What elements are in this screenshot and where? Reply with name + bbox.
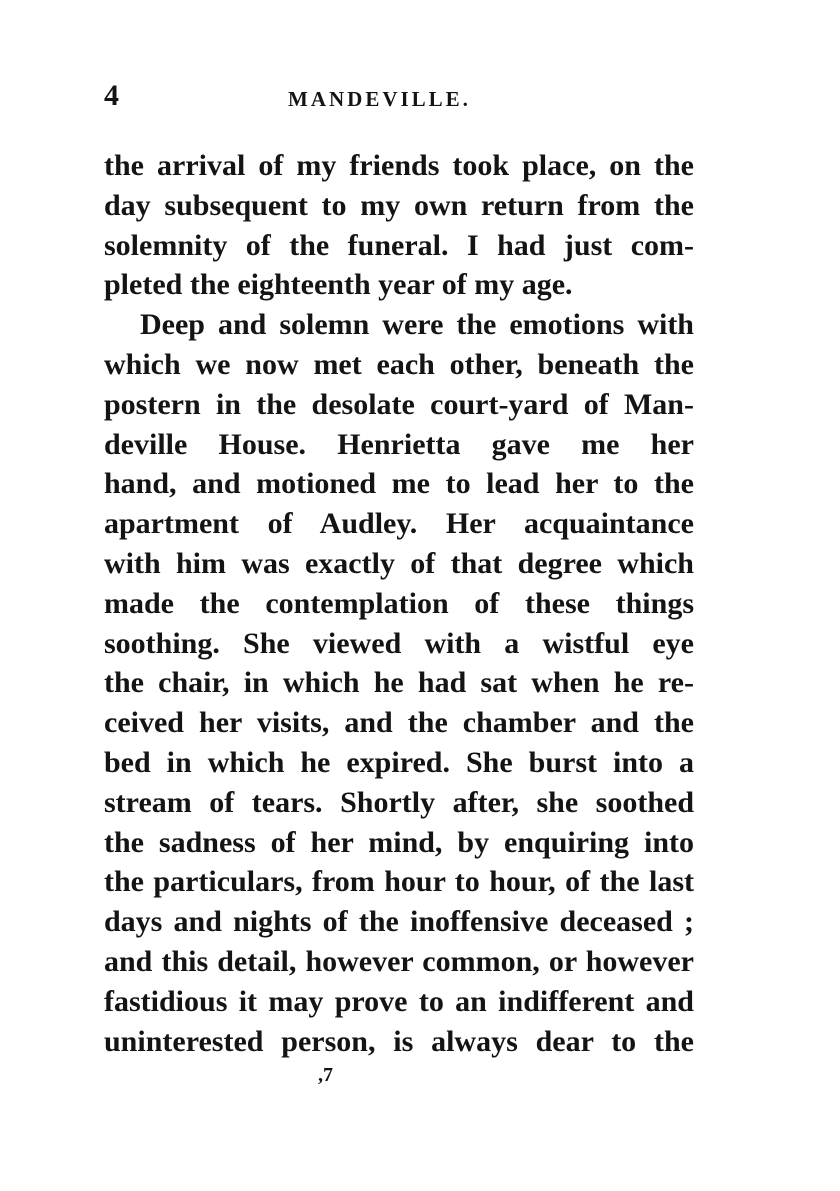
text-line: day subsequent to my own return from the [104,188,694,222]
text-line: uninterested person, is always dear to the [104,1024,694,1058]
text-line: postern in the desolate court-yard of Man- [104,387,694,421]
text-line: apartment of Audley. Her acquaintance [104,507,694,541]
text-line: solemnity of the funeral. I had just com- [104,228,694,262]
text-line: the sadness of her mind, by enquiring into [104,825,694,859]
text-line: the arrival of my friends took place, on the [104,149,694,182]
text-line: with him was exactly of that degree which [104,546,694,580]
page-header [0,79,840,112]
text-line: made the contemplation of these things [104,586,694,620]
text-line: days and nights of the inoffensive deceased ; [104,905,694,939]
page-number: 4 [104,79,119,112]
running-head: MANDEVILLE. [288,87,471,111]
text-line: fastidious it may prove to an indifferent and [104,984,694,1018]
text-line: pleted the eighteenth year of my age. [104,268,573,302]
text-line: the chair, in which he had sat when he re- [104,666,694,700]
text-line: ceived her visits, and the chamber and the [104,706,694,740]
printer-signature: ,7 [318,1064,333,1086]
text-line: and this detail, however common, or however [104,944,694,978]
text-line: hand, and motioned me to lead her to the [104,467,694,501]
body-text [104,146,694,1061]
text-line: deville House. Henrietta gave me her [104,427,694,461]
text-line: stream of tears. Shortly after, she soothed [104,785,694,819]
text-line: Deep and solemn were the emotions with [140,308,694,342]
text-line: the particulars, from hour to hour, of the last [104,865,694,899]
text-line: bed in which he expired. She burst into a [104,745,694,779]
text-line: soothing. She viewed with a wistful eye [104,626,694,660]
text-line: which we now met each other, beneath the [104,347,694,381]
